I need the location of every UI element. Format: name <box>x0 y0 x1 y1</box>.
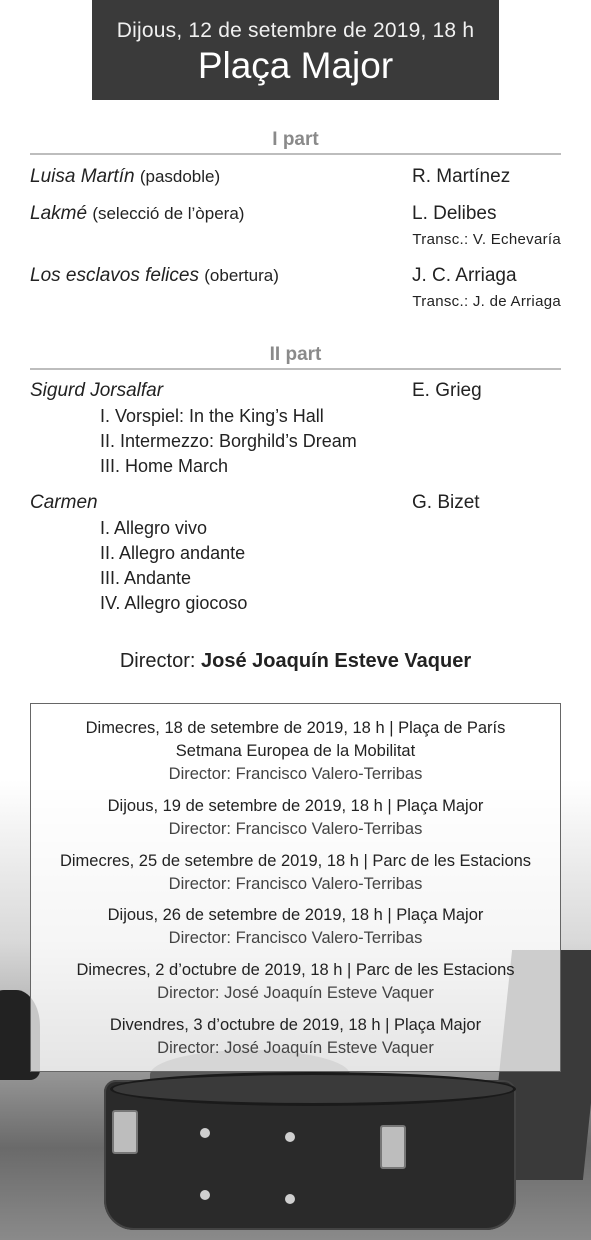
composer-name: J. C. Arriaga <box>412 265 517 286</box>
work-title: Sigurd Jorsalfar <box>30 380 164 401</box>
work-title: Luisa Martín <box>30 166 135 187</box>
event-entry <box>31 904 560 950</box>
composer-name: G. Bizet <box>412 492 480 513</box>
program-item <box>30 380 561 480</box>
part-one-divider <box>30 153 561 155</box>
director-name: José Joaquín Esteve Vaquer <box>201 650 472 672</box>
work-note: (selecció de l’òpera) <box>92 204 245 223</box>
event-date-venue: Dimecres, 18 de setembre de 2019, 18 h | Plaça de París <box>85 719 506 737</box>
event-entry <box>31 717 560 786</box>
program-item <box>30 492 561 617</box>
transcription-credit: Transc.: J. de Arriaga <box>412 293 561 310</box>
event-entry <box>31 1014 560 1060</box>
upcoming-concerts-box <box>30 703 561 1072</box>
stud-icon <box>285 1194 295 1204</box>
movement: I. Allegro vivo <box>100 518 208 538</box>
event-director: Director: Francisco Valero-Terribas <box>168 875 423 893</box>
work-title: Lakmé <box>30 203 88 224</box>
movement: II. Allegro andante <box>100 543 246 563</box>
concert-venue: Plaça Major <box>197 45 394 86</box>
event-director: Director: Francisco Valero-Terribas <box>168 820 423 838</box>
concert-header <box>92 0 499 100</box>
event-director: Director: Francisco Valero-Terribas <box>168 765 423 783</box>
movement: I. Vorspiel: In the King’s Hall <box>100 406 324 426</box>
part-two-heading: II part <box>269 344 322 365</box>
event-subtitle: Setmana Europea de la Mobilitat <box>175 742 416 760</box>
transcription-credit: Transc.: V. Echevaría <box>412 231 561 248</box>
movement: II. Intermezzo: Borghild’s Dream <box>100 431 357 451</box>
event-date-venue: Dimecres, 2 d’octubre de 2019, 18 h | Parc de les Estacions <box>76 961 515 979</box>
part-one-heading: I part <box>272 129 319 150</box>
case-rim-shape <box>110 1072 516 1106</box>
event-director: Director: José Joaquín Esteve Vaquer <box>157 1039 434 1057</box>
movement: III. Andante <box>100 568 192 588</box>
stud-icon <box>200 1128 210 1138</box>
director-label: Director: <box>119 650 196 672</box>
latch-icon <box>112 1110 138 1154</box>
latch-icon <box>380 1125 406 1169</box>
stud-icon <box>200 1190 210 1200</box>
event-entry <box>31 959 560 1005</box>
work-note: (pasdoble) <box>139 167 221 186</box>
concert-date: Dijous, 12 de setembre de 2019, 18 h <box>116 19 475 42</box>
movement: IV. Allegro giocoso <box>100 593 248 613</box>
director-credit <box>0 650 591 673</box>
composer-name: R. Martínez <box>412 166 511 187</box>
event-director: Director: José Joaquín Esteve Vaquer <box>157 984 434 1002</box>
event-director: Director: Francisco Valero-Terribas <box>168 929 423 947</box>
work-title: Carmen <box>30 492 98 513</box>
movement: III. Home March <box>100 456 229 476</box>
work-title: Los esclavos felices <box>30 265 199 286</box>
event-date-venue: Dijous, 26 de setembre de 2019, 18 h | Plaça Major <box>107 906 484 924</box>
work-note: (obertura) <box>204 266 279 285</box>
composer-name: L. Delibes <box>412 203 497 224</box>
composer-name: E. Grieg <box>412 380 482 401</box>
event-date-venue: Dimecres, 25 de setembre de 2019, 18 h | Parc de les Estacions <box>59 852 532 870</box>
part-two-divider <box>30 368 561 370</box>
event-entry <box>31 795 560 841</box>
event-date-venue: Divendres, 3 d’octubre de 2019, 18 h | Plaça Major <box>109 1016 482 1034</box>
event-date-venue: Dijous, 19 de setembre de 2019, 18 h | Plaça Major <box>107 797 484 815</box>
event-entry <box>31 850 560 896</box>
stud-icon <box>285 1132 295 1142</box>
